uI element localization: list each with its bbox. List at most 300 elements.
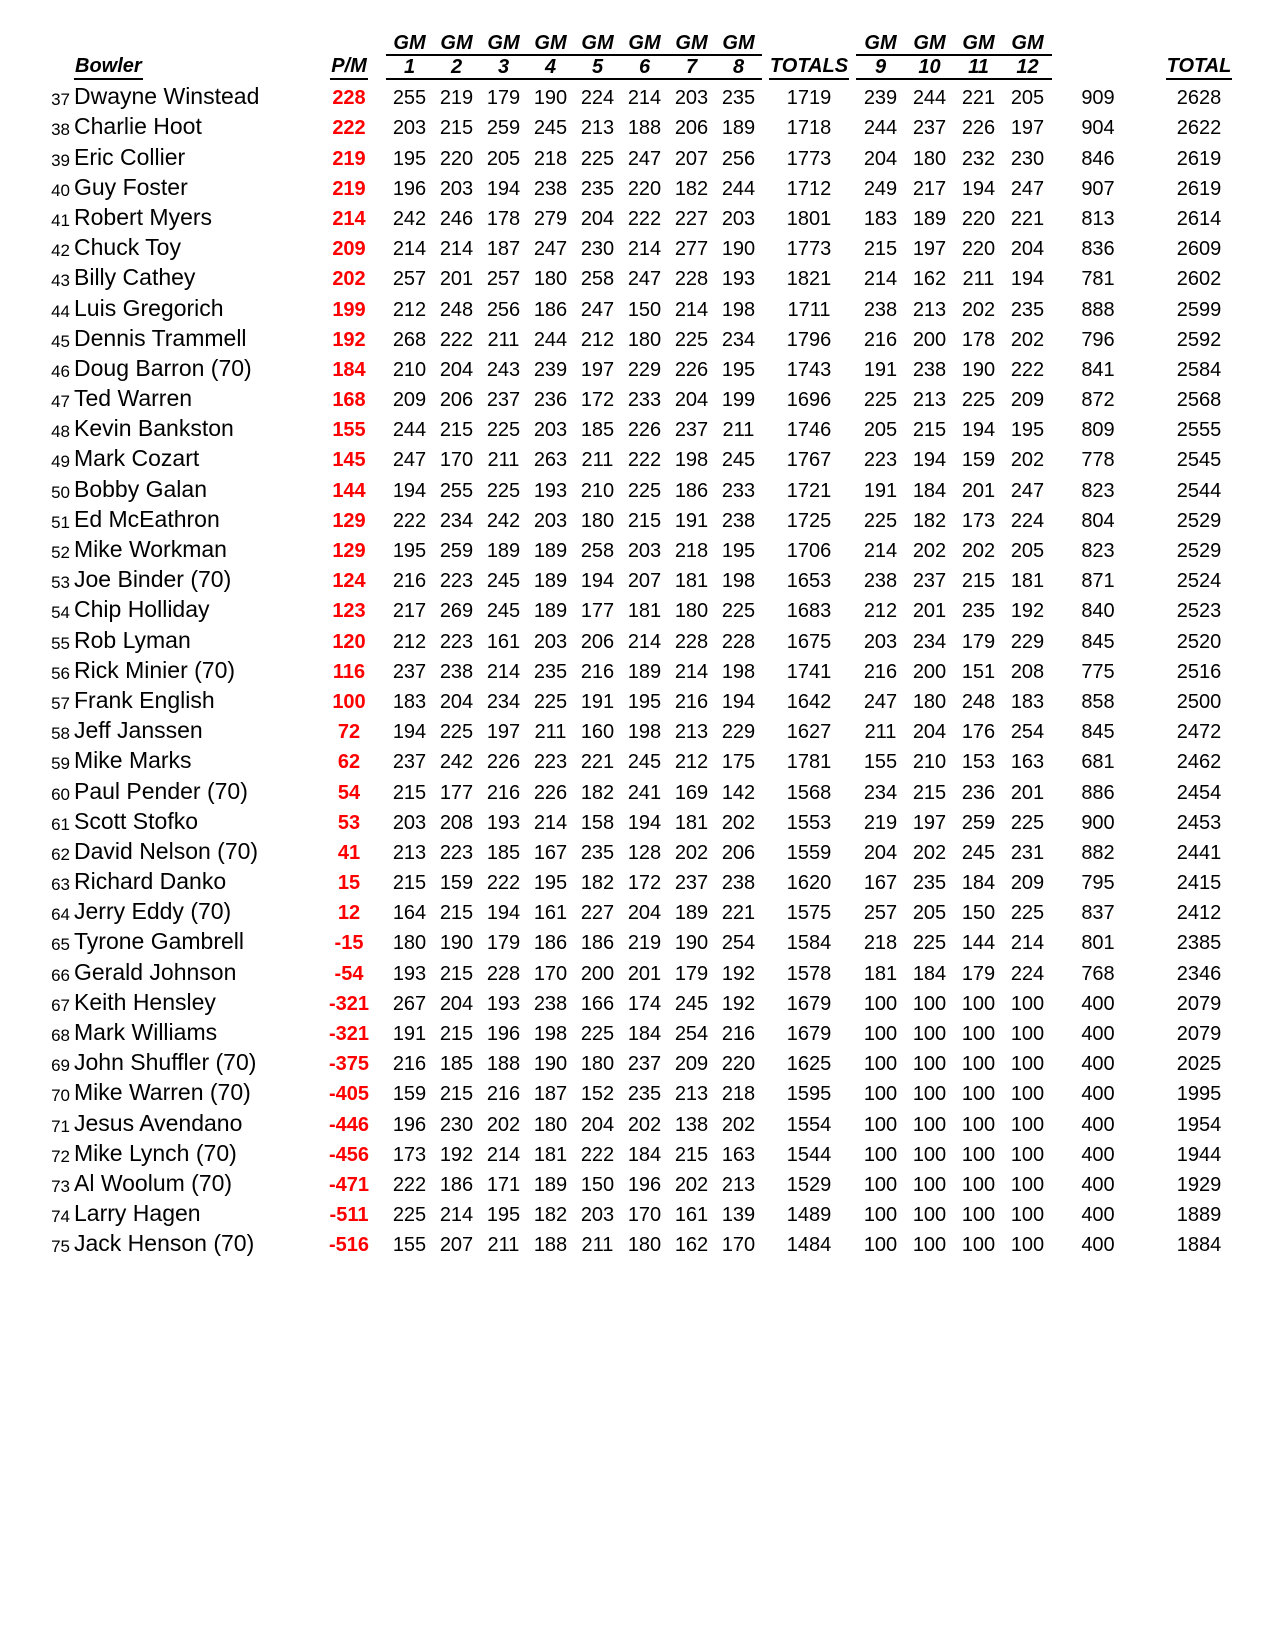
game-score: 195 bbox=[627, 690, 662, 713]
game-score: 211 bbox=[581, 1234, 614, 1257]
game-score: 230 bbox=[1010, 147, 1045, 170]
game-score: 224 bbox=[580, 87, 615, 110]
game-score: 225 bbox=[863, 509, 898, 532]
game-score: 244 bbox=[392, 419, 427, 442]
totals-value: 1575 bbox=[786, 902, 832, 925]
game-score: 185 bbox=[439, 1053, 474, 1076]
second-half-subtotal: 886 bbox=[1081, 781, 1115, 804]
game-score: 228 bbox=[721, 630, 756, 653]
game-score: 223 bbox=[439, 570, 474, 593]
game-score: 269 bbox=[439, 600, 474, 623]
table-row bbox=[48, 1016, 1254, 1046]
game-score: 214 bbox=[674, 298, 709, 321]
table-row bbox=[48, 835, 1254, 865]
pm-value: -511 bbox=[329, 1204, 369, 1227]
game-score: 212 bbox=[863, 600, 898, 623]
second-half-subtotal: 778 bbox=[1081, 449, 1115, 472]
grand-total-value: 2619 bbox=[1176, 177, 1222, 200]
game-score: 242 bbox=[392, 207, 427, 230]
game-score: 179 bbox=[961, 630, 996, 653]
game-score: 188 bbox=[627, 117, 662, 140]
second-half-subtotal: 768 bbox=[1081, 962, 1115, 985]
game-score: 195 bbox=[392, 540, 427, 562]
game-score: 100 bbox=[912, 1234, 947, 1257]
game-score: 227 bbox=[580, 902, 615, 925]
game-score: 128 bbox=[627, 841, 662, 864]
row-rank: 40 bbox=[51, 180, 70, 200]
second-half-subtotal: 907 bbox=[1081, 177, 1115, 200]
game-score: 216 bbox=[674, 690, 709, 713]
game-score: 215 bbox=[439, 1083, 474, 1106]
game-score: 201 bbox=[439, 268, 474, 291]
grand-total-value: 2592 bbox=[1176, 328, 1222, 351]
game-score: 159 bbox=[961, 449, 996, 472]
game-score: 204 bbox=[863, 841, 898, 864]
game-score: 215 bbox=[439, 419, 474, 442]
game-score: 244 bbox=[863, 117, 898, 140]
game-score: 234 bbox=[863, 781, 898, 804]
grand-total-value: 2622 bbox=[1176, 117, 1222, 140]
game-score: 191 bbox=[580, 690, 615, 713]
game-score: 217 bbox=[912, 177, 947, 200]
game-score: 200 bbox=[580, 962, 615, 985]
game-score: 212 bbox=[674, 751, 709, 774]
game-score: 209 bbox=[674, 1053, 709, 1076]
game-score: 220 bbox=[439, 147, 474, 170]
table-row bbox=[48, 80, 1254, 110]
table-row bbox=[48, 442, 1254, 472]
game-score: 226 bbox=[533, 781, 568, 804]
table-row bbox=[48, 1076, 1254, 1106]
pm-value: 184 bbox=[332, 358, 366, 381]
game-score: 180 bbox=[580, 1053, 615, 1076]
game-score: 214 bbox=[674, 660, 709, 683]
table-row bbox=[48, 593, 1254, 623]
game-score: 233 bbox=[721, 479, 756, 502]
game-score: 228 bbox=[674, 630, 709, 653]
game-score: 100 bbox=[961, 1204, 996, 1227]
row-rank: 38 bbox=[51, 120, 70, 140]
game-score: 245 bbox=[627, 751, 662, 774]
bowler-name: Mike Workman bbox=[74, 536, 227, 562]
game-score: 187 bbox=[533, 1083, 568, 1106]
game-score: 205 bbox=[863, 419, 898, 442]
game-score: 100 bbox=[863, 1023, 898, 1045]
game-score: 203 bbox=[580, 1204, 615, 1227]
game-score: 209 bbox=[1010, 389, 1045, 412]
game-score: 172 bbox=[580, 389, 615, 412]
game-score: 216 bbox=[486, 781, 521, 804]
game-score: 214 bbox=[486, 1143, 521, 1166]
second-half-subtotal: 871 bbox=[1081, 570, 1115, 593]
bowler-name: Chuck Toy bbox=[74, 234, 181, 261]
table-row bbox=[48, 261, 1254, 291]
game-score: 235 bbox=[627, 1083, 662, 1106]
bowler-name: John Shuffler (70) bbox=[74, 1049, 257, 1076]
game-score: 213 bbox=[674, 721, 709, 744]
grand-total-value: 2628 bbox=[1176, 87, 1222, 110]
game-score: 196 bbox=[392, 1113, 427, 1136]
game-score: 100 bbox=[961, 1113, 996, 1136]
row-rank: 71 bbox=[51, 1116, 70, 1136]
game-score: 247 bbox=[627, 268, 662, 291]
game-score: 185 bbox=[580, 419, 615, 442]
game-score: 222 bbox=[392, 1173, 427, 1196]
game-score: 215 bbox=[439, 1023, 474, 1045]
gm10-column-header: GM 10 bbox=[905, 18, 954, 80]
table-row bbox=[48, 352, 1254, 382]
table-row bbox=[48, 291, 1254, 321]
game-score: 205 bbox=[1010, 540, 1045, 562]
second-half-subtotal: 804 bbox=[1081, 509, 1115, 532]
totals-value: 1559 bbox=[786, 841, 832, 864]
game-score: 208 bbox=[439, 811, 474, 834]
totals-value: 1675 bbox=[786, 630, 832, 653]
bowler-column-header: Bowler bbox=[74, 18, 312, 80]
game-score: 225 bbox=[533, 690, 568, 713]
table-row bbox=[48, 1106, 1254, 1136]
row-rank: 48 bbox=[51, 422, 70, 442]
gm11-column-header: GM 11 bbox=[954, 18, 1003, 80]
game-score: 193 bbox=[486, 992, 521, 1015]
game-score: 258 bbox=[580, 540, 615, 562]
game-score: 202 bbox=[961, 298, 996, 321]
game-score: 150 bbox=[580, 1173, 615, 1196]
pm-value: 209 bbox=[332, 238, 366, 261]
bowler-name: Tyrone Gambrell bbox=[74, 928, 245, 955]
game-score: 181 bbox=[627, 600, 662, 623]
game-score: 237 bbox=[912, 570, 947, 593]
game-score: 177 bbox=[439, 781, 474, 804]
game-score: 234 bbox=[912, 630, 947, 653]
grand-total-value: 2079 bbox=[1176, 992, 1222, 1015]
game-score: 220 bbox=[627, 177, 662, 200]
pm-value: -15 bbox=[334, 932, 364, 955]
bowler-name: Dennis Trammell bbox=[74, 324, 247, 351]
game-score: 189 bbox=[674, 902, 709, 925]
grand-total-value: 2385 bbox=[1176, 932, 1222, 955]
table-row bbox=[48, 110, 1254, 140]
pm-value: -456 bbox=[328, 1143, 370, 1166]
game-score: 203 bbox=[533, 419, 568, 442]
game-score: 207 bbox=[439, 1234, 474, 1257]
game-score: 199 bbox=[721, 389, 756, 412]
game-score: 161 bbox=[486, 630, 521, 653]
game-score: 138 bbox=[674, 1113, 709, 1136]
table-row bbox=[48, 805, 1254, 835]
game-score: 215 bbox=[674, 1143, 709, 1166]
game-score: 100 bbox=[912, 1023, 947, 1045]
second-half-subtotal: 909 bbox=[1081, 87, 1115, 110]
row-rank: 43 bbox=[51, 271, 70, 291]
grand-total-value: 1944 bbox=[1176, 1143, 1222, 1166]
bowler-name: Gerald Johnson bbox=[74, 958, 237, 985]
row-rank: 58 bbox=[51, 724, 70, 744]
game-score: 216 bbox=[580, 660, 615, 683]
grand-total-value: 2568 bbox=[1176, 389, 1222, 412]
game-score: 201 bbox=[627, 962, 662, 985]
game-score: 198 bbox=[627, 721, 662, 744]
pm-value: 124 bbox=[332, 570, 366, 593]
game-score: 189 bbox=[721, 117, 756, 140]
game-score: 228 bbox=[674, 268, 709, 291]
game-score: 245 bbox=[961, 841, 996, 864]
game-score: 194 bbox=[1010, 268, 1045, 291]
totals-value: 1773 bbox=[786, 147, 832, 170]
totals-value: 1801 bbox=[786, 207, 832, 230]
game-score: 170 bbox=[439, 449, 474, 472]
game-score: 191 bbox=[674, 509, 709, 532]
table-row bbox=[48, 171, 1254, 201]
second-half-subtotal: 801 bbox=[1081, 932, 1115, 955]
row-rank: 45 bbox=[51, 331, 70, 351]
game-score: 164 bbox=[392, 902, 427, 925]
game-score: 244 bbox=[912, 87, 947, 110]
game-score: 182 bbox=[533, 1204, 568, 1227]
gm3-column-header: GM 3 bbox=[480, 18, 527, 80]
totals-value: 1642 bbox=[786, 690, 832, 713]
game-score: 181 bbox=[863, 962, 898, 985]
game-score: 196 bbox=[392, 177, 427, 200]
grand-total-value: 2599 bbox=[1176, 298, 1222, 321]
totals-value: 1706 bbox=[786, 540, 832, 562]
pm-value: 129 bbox=[332, 540, 366, 562]
row-rank: 65 bbox=[51, 935, 70, 955]
totals-value: 1741 bbox=[786, 660, 832, 683]
game-score: 254 bbox=[1010, 721, 1045, 744]
game-score: 190 bbox=[674, 932, 709, 955]
pm-value: 144 bbox=[332, 479, 366, 502]
game-score: 247 bbox=[863, 690, 898, 713]
game-score: 151 bbox=[961, 660, 996, 683]
game-score: 215 bbox=[863, 238, 898, 261]
totals-value: 1484 bbox=[786, 1234, 832, 1257]
pm-value: -405 bbox=[328, 1083, 370, 1106]
row-rank: 54 bbox=[51, 603, 70, 623]
game-score: 152 bbox=[580, 1083, 615, 1106]
second-half-subtotal: 841 bbox=[1081, 358, 1115, 381]
totals-value: 1773 bbox=[786, 238, 832, 261]
row-rank: 52 bbox=[51, 543, 70, 562]
bowler-name: Charlie Hoot bbox=[74, 113, 202, 140]
game-score: 194 bbox=[961, 177, 996, 200]
game-score: 256 bbox=[721, 147, 756, 170]
totals-value: 1653 bbox=[786, 570, 832, 593]
game-score: 203 bbox=[533, 630, 568, 653]
game-score: 238 bbox=[912, 358, 947, 381]
game-score: 236 bbox=[533, 389, 568, 412]
game-score: 211 bbox=[864, 721, 897, 744]
game-score: 205 bbox=[1010, 87, 1045, 110]
totals-value: 1620 bbox=[786, 872, 832, 895]
game-score: 100 bbox=[1010, 1023, 1045, 1045]
game-score: 238 bbox=[721, 872, 756, 895]
game-score: 230 bbox=[439, 1113, 474, 1136]
table-row bbox=[48, 865, 1254, 895]
game-score: 203 bbox=[721, 207, 756, 230]
second-half-subtotal: 823 bbox=[1081, 479, 1115, 502]
game-score: 215 bbox=[627, 509, 662, 532]
game-score: 197 bbox=[912, 811, 947, 834]
game-score: 180 bbox=[580, 509, 615, 532]
second-half-subtotal: 400 bbox=[1081, 1053, 1115, 1076]
game-score: 193 bbox=[533, 479, 568, 502]
pm-value: 100 bbox=[332, 690, 366, 713]
game-score: 100 bbox=[1010, 1053, 1045, 1076]
game-score: 193 bbox=[392, 962, 427, 985]
game-score: 211 bbox=[962, 268, 995, 291]
game-score: 211 bbox=[487, 328, 520, 351]
game-score: 170 bbox=[721, 1234, 756, 1257]
row-rank: 50 bbox=[51, 482, 70, 502]
grand-total-value: 2454 bbox=[1176, 781, 1222, 804]
game-score: 228 bbox=[486, 962, 521, 985]
game-score: 217 bbox=[392, 600, 427, 623]
row-rank: 41 bbox=[51, 210, 70, 230]
table-row bbox=[48, 412, 1254, 442]
game-score: 225 bbox=[674, 328, 709, 351]
game-score: 194 bbox=[961, 419, 996, 442]
table-row bbox=[48, 1046, 1254, 1076]
row-rank: 60 bbox=[51, 784, 70, 804]
game-score: 192 bbox=[439, 1143, 474, 1166]
game-score: 225 bbox=[961, 389, 996, 412]
game-score: 213 bbox=[721, 1173, 756, 1196]
game-score: 100 bbox=[863, 1113, 898, 1136]
game-score: 195 bbox=[486, 1204, 521, 1227]
game-score: 100 bbox=[863, 1053, 898, 1076]
pm-value: -321 bbox=[328, 1023, 370, 1045]
game-score: 100 bbox=[863, 1204, 898, 1227]
game-score: 182 bbox=[912, 509, 947, 532]
grand-total-value: 2346 bbox=[1176, 962, 1222, 985]
second-half-subtotal: 823 bbox=[1081, 540, 1115, 562]
game-score: 203 bbox=[392, 117, 427, 140]
game-score: 182 bbox=[674, 177, 709, 200]
game-score: 216 bbox=[392, 1053, 427, 1076]
game-score: 222 bbox=[392, 509, 427, 532]
game-score: 100 bbox=[912, 1083, 947, 1106]
game-score: 214 bbox=[533, 811, 568, 834]
game-score: 195 bbox=[533, 872, 568, 895]
game-score: 231 bbox=[1010, 841, 1045, 864]
game-score: 216 bbox=[863, 660, 898, 683]
grand-total-value: 2412 bbox=[1176, 902, 1222, 925]
second-half-subtotal: 845 bbox=[1081, 630, 1115, 653]
game-score: 167 bbox=[533, 841, 568, 864]
bowler-name: Jeff Janssen bbox=[74, 717, 203, 744]
row-rank: 37 bbox=[51, 90, 70, 110]
table-row bbox=[48, 201, 1254, 231]
game-score: 173 bbox=[392, 1143, 427, 1166]
game-score: 190 bbox=[721, 238, 756, 261]
table-row bbox=[48, 895, 1254, 925]
game-score: 214 bbox=[863, 268, 898, 291]
game-score: 193 bbox=[721, 268, 756, 291]
pm-value: 12 bbox=[337, 902, 361, 925]
game-score: 207 bbox=[674, 147, 709, 170]
game-score: 218 bbox=[863, 932, 898, 955]
game-score: 198 bbox=[721, 570, 756, 593]
game-score: 203 bbox=[439, 177, 474, 200]
pm-value: 214 bbox=[332, 207, 366, 230]
game-score: 100 bbox=[863, 992, 898, 1015]
game-score: 194 bbox=[486, 902, 521, 925]
game-score: 198 bbox=[721, 660, 756, 683]
game-score: 205 bbox=[486, 147, 521, 170]
game-score: 257 bbox=[863, 902, 898, 925]
game-score: 100 bbox=[1010, 1083, 1045, 1106]
second-half-subtotal: 846 bbox=[1081, 147, 1115, 170]
game-score: 197 bbox=[580, 358, 615, 381]
game-score: 178 bbox=[486, 207, 521, 230]
totals-value: 1544 bbox=[786, 1143, 832, 1166]
pm-value: 129 bbox=[332, 509, 366, 532]
game-score: 247 bbox=[580, 298, 615, 321]
bowler-name: David Nelson (70) bbox=[74, 837, 259, 864]
game-score: 212 bbox=[580, 328, 615, 351]
bowler-name: Frank English bbox=[74, 686, 215, 713]
game-score: 267 bbox=[392, 992, 427, 1015]
game-score: 181 bbox=[674, 570, 709, 593]
game-score: 202 bbox=[912, 841, 947, 864]
totals-value: 1489 bbox=[786, 1204, 832, 1227]
game-score: 225 bbox=[486, 479, 521, 502]
game-score: 259 bbox=[486, 117, 521, 140]
game-score: 142 bbox=[721, 781, 756, 804]
game-score: 182 bbox=[580, 781, 615, 804]
row-rank: 62 bbox=[51, 844, 70, 864]
game-score: 226 bbox=[674, 358, 709, 381]
game-score: 254 bbox=[674, 1023, 709, 1045]
totals-value: 1743 bbox=[786, 358, 832, 381]
row-rank: 51 bbox=[51, 512, 70, 532]
grand-total-value: 2500 bbox=[1176, 690, 1222, 713]
game-score: 100 bbox=[1010, 1143, 1045, 1166]
grand-total-value: 2523 bbox=[1176, 600, 1222, 623]
table-row bbox=[48, 714, 1254, 744]
game-score: 235 bbox=[580, 841, 615, 864]
game-score: 225 bbox=[627, 479, 662, 502]
game-score: 197 bbox=[486, 721, 521, 744]
game-score: 244 bbox=[721, 177, 756, 200]
pm-value: 116 bbox=[332, 660, 366, 683]
pm-value: 145 bbox=[332, 449, 366, 472]
game-score: 214 bbox=[486, 660, 521, 683]
game-score: 214 bbox=[392, 238, 427, 261]
game-score: 161 bbox=[533, 902, 568, 925]
game-score: 225 bbox=[580, 147, 615, 170]
grand-total-value: 2602 bbox=[1176, 268, 1222, 291]
grand-total-value: 2025 bbox=[1176, 1053, 1222, 1076]
game-score: 204 bbox=[439, 690, 474, 713]
row-rank: 42 bbox=[51, 241, 70, 261]
game-score: 198 bbox=[674, 449, 709, 472]
row-rank: 39 bbox=[51, 150, 70, 170]
second-half-subtotal: 400 bbox=[1081, 1113, 1115, 1136]
game-score: 179 bbox=[486, 932, 521, 955]
game-score: 213 bbox=[912, 389, 947, 412]
game-score: 215 bbox=[961, 570, 996, 593]
game-score: 203 bbox=[392, 811, 427, 834]
game-score: 100 bbox=[961, 1053, 996, 1076]
table-row bbox=[48, 140, 1254, 170]
totals-value: 1796 bbox=[786, 328, 832, 351]
game-score: 100 bbox=[912, 1053, 947, 1076]
game-score: 189 bbox=[533, 600, 568, 623]
gm7-column-header: GM 7 bbox=[668, 18, 715, 80]
game-score: 208 bbox=[1010, 660, 1045, 683]
